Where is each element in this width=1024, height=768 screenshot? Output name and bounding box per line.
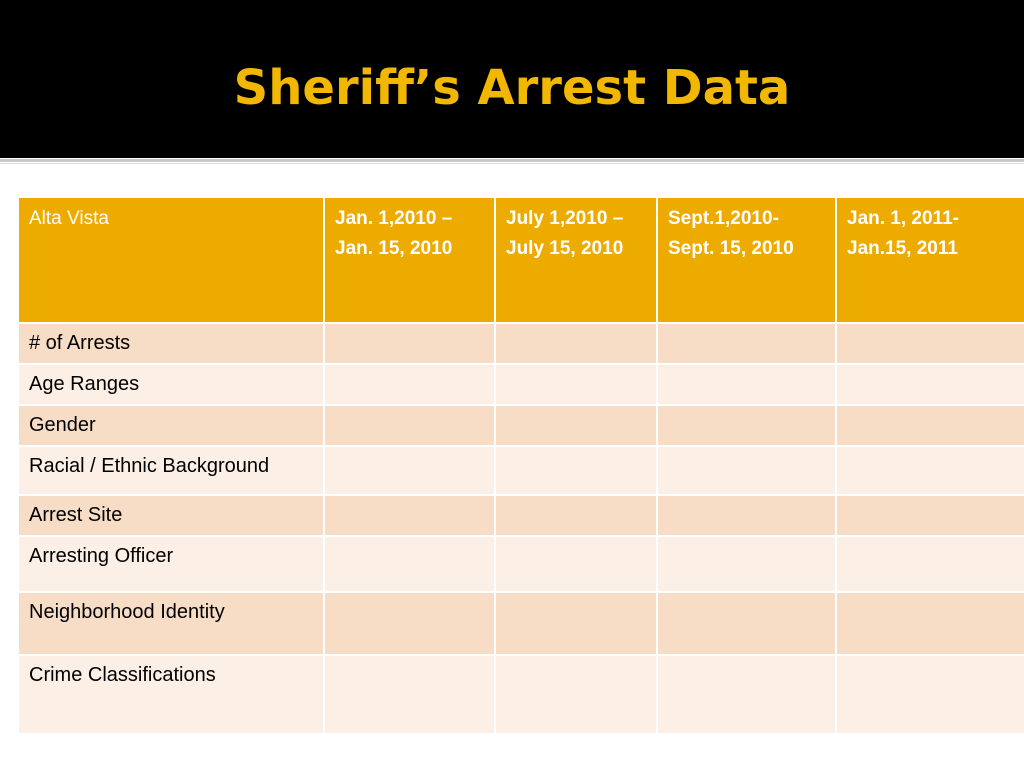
table-cell (836, 446, 1024, 495)
header-line-1: Jan. 1,2010 – (335, 208, 453, 229)
header-line-2: Sept. 15, 2010 (668, 238, 794, 259)
table-cell (657, 364, 836, 405)
row-label: Arrest Site (18, 495, 324, 536)
title-divider-thin (0, 163, 1024, 164)
table-row-arrest-site (18, 495, 1024, 536)
table-cell (495, 536, 657, 592)
table-row-neighborhood (18, 592, 1024, 655)
row-label: Neighborhood Identity (18, 592, 324, 655)
table-row-crime-classifications (18, 655, 1024, 734)
table-cell (324, 655, 495, 734)
table-row-arrests (18, 323, 1024, 364)
table-cell (324, 364, 495, 405)
table-cell (836, 323, 1024, 364)
table-cell (657, 405, 836, 446)
table-cell (495, 323, 657, 364)
table-cell (324, 536, 495, 592)
slide-title: Sheriff’s Arrest Data (233, 60, 791, 116)
table-cell (495, 495, 657, 536)
table-cell (836, 405, 1024, 446)
title-divider (0, 159, 1024, 162)
header-cell-period-3 (657, 197, 836, 323)
table-cell (324, 323, 495, 364)
table-row-arresting-officer (18, 536, 1024, 592)
header-line-1: Sept.1,2010- (668, 208, 779, 229)
header-cell-period-1 (324, 197, 495, 323)
header-line-1: Jan. 1, 2011- (847, 208, 959, 229)
table-cell (836, 495, 1024, 536)
header-cell-location (18, 197, 324, 323)
row-label: Age Ranges (18, 364, 324, 405)
table-cell (836, 592, 1024, 655)
row-label: Racial / Ethnic Background (18, 446, 324, 495)
table-cell (836, 364, 1024, 405)
header-cell-period-4 (836, 197, 1024, 323)
arrest-data-table (17, 196, 1024, 735)
table-row-gender (18, 405, 1024, 446)
header-line-2: Jan.15, 2011 (847, 238, 958, 259)
table-cell (495, 364, 657, 405)
table-cell (324, 495, 495, 536)
table-header-row (18, 197, 1024, 323)
table-cell (657, 495, 836, 536)
title-bar (0, 0, 1024, 158)
header-text: Alta Vista (29, 208, 109, 229)
table-cell (495, 592, 657, 655)
row-label: # of Arrests (18, 323, 324, 364)
table-cell (657, 536, 836, 592)
header-line-2: Jan. 15, 2010 (335, 238, 453, 259)
table-cell (324, 405, 495, 446)
header-line-2: July 15, 2010 (506, 238, 624, 259)
table-cell (495, 405, 657, 446)
table-row-racial-ethnic (18, 446, 1024, 495)
table-cell (324, 446, 495, 495)
row-label: Gender (18, 405, 324, 446)
table-cell (657, 446, 836, 495)
row-label: Crime Classifications (18, 655, 324, 734)
table-cell (657, 323, 836, 364)
table-row-age-ranges (18, 364, 1024, 405)
table-cell (836, 536, 1024, 592)
table-cell (836, 655, 1024, 734)
table-cell (495, 446, 657, 495)
header-cell-period-2 (495, 197, 657, 323)
table-cell (657, 655, 836, 734)
header-line-1: July 1,2010 – (506, 208, 624, 229)
table-cell (324, 592, 495, 655)
row-label: Arresting Officer (18, 536, 324, 592)
table-cell (495, 655, 657, 734)
table-cell (657, 592, 836, 655)
